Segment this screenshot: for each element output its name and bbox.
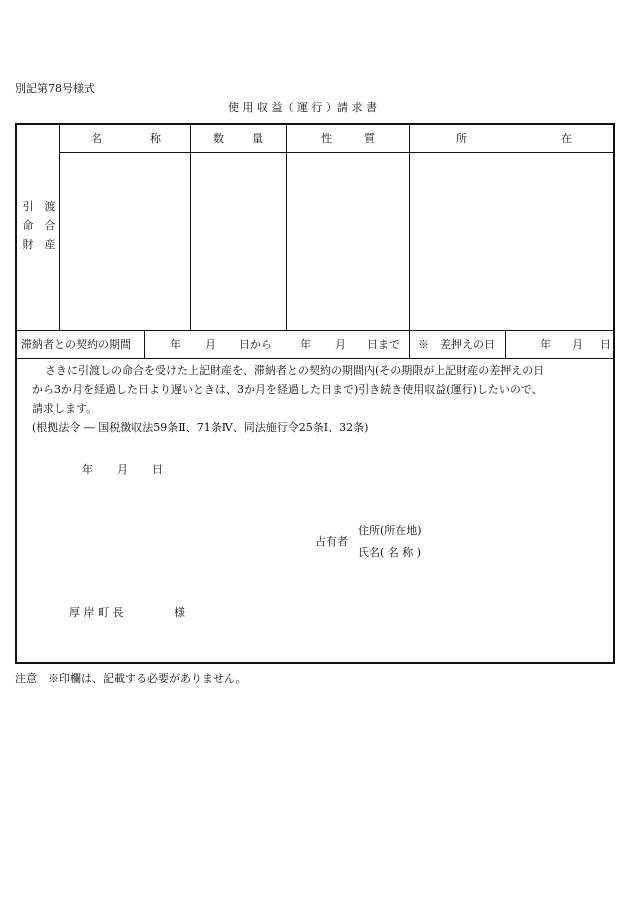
header-nature-char: 性: [321, 132, 332, 145]
period-to-month: 月: [335, 338, 346, 351]
divider: [286, 125, 287, 330]
header-location-char: 在: [561, 132, 572, 145]
seizure-year: 年: [540, 338, 551, 351]
occupant-name-label: 氏名( 名 称 ): [358, 546, 422, 559]
period-from-year: 年: [170, 338, 181, 351]
header-quantity-char: 量: [252, 132, 263, 145]
body-line-1: さきに引渡しの命合を受けた上記財産を、滞納者との契約の期間内(その期限が上記財産の差押えの日: [45, 364, 545, 377]
header-location-char: 所: [456, 132, 467, 145]
header-name-char: 称: [150, 132, 161, 145]
form-title: 使 用 収 益（ 運 行 ）請 求 書: [228, 101, 377, 114]
period-label: 滞納者との契約の期間: [21, 338, 131, 351]
divider: [505, 330, 506, 358]
occupant-address-label: 住所(所在地): [358, 524, 422, 537]
property-row-label: [21, 197, 57, 254]
seizure-day: 日: [600, 338, 611, 351]
form-number: 別記第78号様式: [15, 82, 95, 95]
header-nature: [321, 132, 375, 146]
body-line-2: から3か月を経過した日より遅いときは、3か月を経過した日まで)引き続き使用収益(運行)したいので、: [32, 383, 543, 396]
date-month: 月: [117, 463, 128, 476]
property-row-label-line: 財 産: [22, 238, 56, 251]
header-quantity-char: 数: [213, 132, 224, 145]
period-to-year: 年: [300, 338, 311, 351]
date-day: 日: [152, 463, 163, 476]
property-row-label-line: 引 渡: [22, 200, 56, 213]
period-to-day: 日まで: [367, 338, 400, 351]
divider: [409, 125, 410, 358]
period-from-day: 日から: [239, 338, 272, 351]
divider: [190, 125, 191, 330]
header-nature-char: 質: [364, 132, 375, 145]
property-row-label-line: 命 合: [22, 219, 56, 232]
footer-note: 注意 ※印欄は、記載する必要がありません。: [15, 672, 247, 685]
divider: [17, 330, 615, 331]
divider: [59, 125, 60, 330]
body-line-3: 請求します。: [32, 402, 98, 415]
request-form: [15, 123, 615, 664]
header-quantity: [213, 132, 263, 146]
period-from-month: 月: [205, 338, 216, 351]
occupant-label: 占有者: [315, 535, 348, 548]
addressee-name: 厚 岸 町 長: [69, 606, 124, 619]
seizure-label: ※ 差押えの日: [418, 338, 495, 351]
header-name-char: 名: [91, 132, 102, 145]
legal-basis: (根拠法令 ― 国税徴収法59条Ⅱ、71条Ⅳ、同法施行令25条Ⅰ、32条): [32, 421, 369, 434]
date-year: 年: [82, 463, 93, 476]
divider: [144, 330, 145, 358]
divider: [59, 152, 615, 153]
addressee-honorific: 様: [174, 606, 185, 619]
seizure-month: 月: [572, 338, 583, 351]
header-location: [456, 132, 572, 146]
divider: [17, 358, 615, 359]
header-name: [91, 132, 161, 146]
